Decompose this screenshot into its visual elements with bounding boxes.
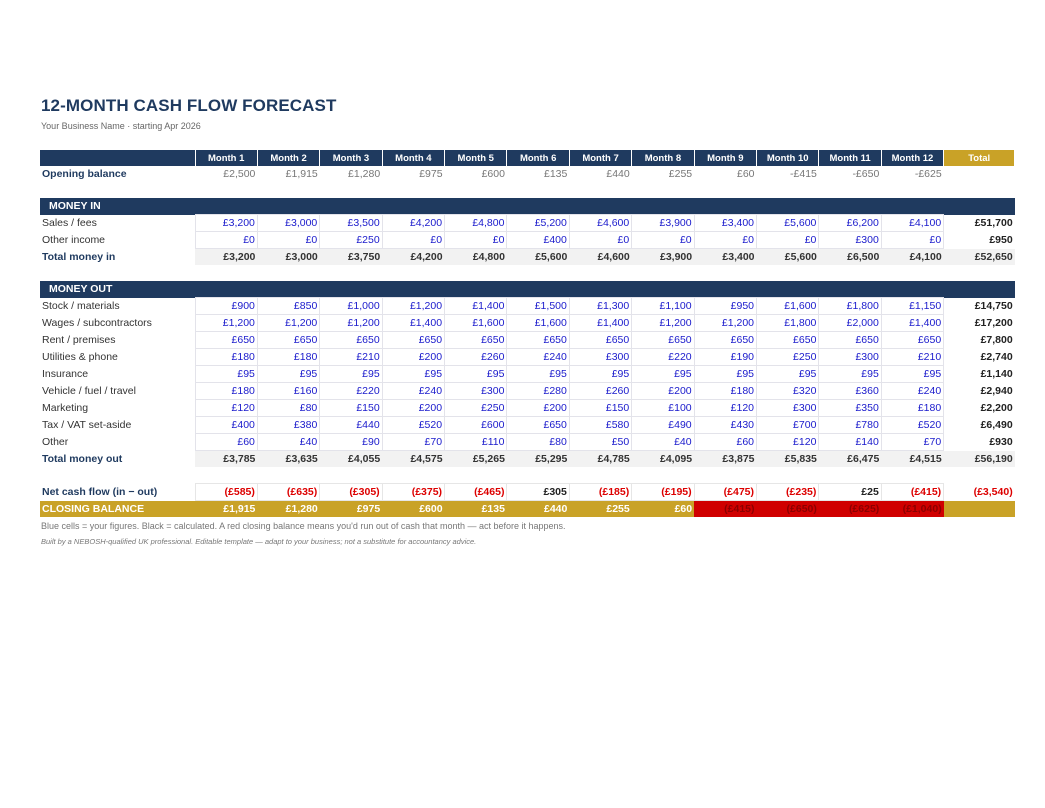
input-cell[interactable]: £200 (382, 349, 444, 366)
input-cell[interactable]: £3,500 (320, 215, 382, 232)
line-item-total: £7,800 (980, 334, 1013, 346)
opening-balance-cell: £1,280 (348, 168, 381, 180)
line-item-label: Tax / VAT set-aside (42, 419, 132, 431)
input-cell[interactable]: £40 (257, 434, 319, 451)
input-cell[interactable]: £260 (569, 383, 631, 400)
closing-balance-cell: £600 (382, 501, 444, 518)
input-cell[interactable]: £650 (507, 417, 569, 434)
input-cell[interactable]: £400 (195, 417, 257, 434)
total-cell: £4,095 (632, 451, 694, 468)
input-cell[interactable]: £0 (195, 232, 257, 249)
line-item-label: Utilities & phone (42, 351, 118, 363)
line-item-total: £14,750 (974, 300, 1013, 312)
total-cell: £5,295 (507, 451, 569, 468)
input-cell[interactable]: £180 (257, 349, 319, 366)
line-item-total: £17,200 (974, 317, 1013, 329)
input-cell[interactable]: £95 (507, 366, 569, 383)
header-month: Month 5 (445, 150, 507, 166)
total-cell: £5,600 (757, 249, 819, 266)
opening-balance-label: Opening balance (42, 168, 127, 180)
input-cell[interactable]: £180 (195, 349, 257, 366)
net-cash-flow-cell: (£475) (694, 484, 756, 501)
input-cell[interactable]: £650 (757, 332, 819, 349)
input-cell[interactable]: £90 (320, 434, 382, 451)
input-cell[interactable]: £200 (632, 383, 694, 400)
input-cell[interactable]: £4,600 (569, 215, 631, 232)
section-heading-fill (944, 198, 1015, 215)
opening-balance-cell: -£650 (852, 168, 880, 180)
input-cell[interactable]: £1,600 (507, 315, 569, 332)
input-cell[interactable]: £180 (881, 400, 943, 417)
input-cell[interactable]: £650 (569, 332, 631, 349)
input-cell[interactable]: £1,200 (382, 298, 444, 315)
line-item-row (40, 315, 1015, 332)
line-item-label: Vehicle / fuel / travel (42, 385, 136, 397)
line-item-total: £950 (989, 234, 1013, 246)
section-heading-fill (445, 198, 507, 215)
total-cell: £4,200 (382, 249, 444, 266)
input-cell[interactable]: £250 (757, 349, 819, 366)
line-item-label: Wages / subcontractors (42, 317, 152, 329)
total-cell: £3,400 (694, 249, 756, 266)
input-cell[interactable]: £120 (757, 434, 819, 451)
input-cell[interactable]: £1,200 (320, 315, 382, 332)
total-label: Total money in (40, 249, 195, 266)
total-cell: £4,785 (569, 451, 631, 468)
line-item-total: £2,740 (980, 351, 1013, 363)
section-heading-fill (382, 281, 444, 298)
input-cell[interactable]: £6,200 (819, 215, 881, 232)
input-cell[interactable]: £250 (320, 232, 382, 249)
input-cell[interactable]: £250 (445, 400, 507, 417)
input-cell[interactable]: £490 (632, 417, 694, 434)
line-item-total: £1,140 (980, 368, 1013, 380)
input-cell[interactable]: £0 (694, 232, 756, 249)
section-heading-fill (632, 281, 694, 298)
total-row-money-out (40, 451, 1015, 468)
closing-balance-cell: (£650) (757, 501, 819, 518)
input-cell[interactable]: £110 (445, 434, 507, 451)
input-cell[interactable]: £1,500 (507, 298, 569, 315)
input-cell[interactable]: £300 (569, 349, 631, 366)
section-heading-fill (320, 198, 382, 215)
input-cell[interactable]: £350 (819, 400, 881, 417)
total-cell: £3,200 (195, 249, 257, 266)
total-cell: £3,900 (632, 249, 694, 266)
closing-balance-cell: £135 (445, 501, 507, 518)
input-cell[interactable]: £180 (694, 383, 756, 400)
input-cell[interactable]: £3,900 (632, 215, 694, 232)
input-cell[interactable]: £1,200 (632, 315, 694, 332)
input-cell[interactable]: £95 (320, 366, 382, 383)
line-item-row (40, 434, 1015, 451)
header-month: Month 12 (881, 150, 943, 166)
net-cash-flow-row (40, 484, 1015, 501)
legend-note: Blue cells = your figures. Black = calculated. A red closing balance means you'd run out of cash that month — act before it happens. (41, 521, 566, 531)
cash-flow-table (40, 150, 1015, 517)
input-cell[interactable]: £4,800 (445, 215, 507, 232)
net-cash-flow-cell: (£375) (382, 484, 444, 501)
input-cell[interactable]: £1,800 (819, 298, 881, 315)
input-cell[interactable]: £100 (632, 400, 694, 417)
opening-balance-cell: £135 (543, 168, 568, 180)
line-item-row (40, 298, 1015, 315)
net-cash-flow-cell: (£305) (320, 484, 382, 501)
line-item-label: Insurance (42, 368, 89, 380)
closing-balance-cell: (£1,040) (881, 501, 943, 518)
input-cell[interactable]: £95 (757, 366, 819, 383)
net-cash-flow-total: (£3,540) (973, 486, 1013, 498)
opening-balance-cell: £255 (668, 168, 693, 180)
input-cell[interactable]: £120 (195, 400, 257, 417)
input-cell[interactable]: £1,150 (881, 298, 943, 315)
header-blank (40, 150, 195, 166)
input-cell[interactable]: £260 (445, 349, 507, 366)
section-heading-fill (694, 281, 756, 298)
net-cash-flow-cell: (£195) (632, 484, 694, 501)
page-title: 12-MONTH CASH FLOW FORECAST (41, 96, 337, 115)
input-cell[interactable]: £1,600 (445, 315, 507, 332)
input-cell[interactable]: £180 (195, 383, 257, 400)
input-cell[interactable]: £210 (320, 349, 382, 366)
input-cell[interactable]: £1,400 (382, 315, 444, 332)
section-heading: MONEY OUT (40, 281, 195, 298)
opening-balance-cell: -£415 (790, 168, 817, 180)
input-cell[interactable]: £1,400 (569, 315, 631, 332)
opening-balance-cell: £2,500 (223, 168, 256, 180)
input-cell[interactable]: £320 (757, 383, 819, 400)
input-cell[interactable]: £0 (257, 232, 319, 249)
opening-balance-cell: £60 (736, 168, 755, 180)
section-heading-fill (382, 198, 444, 215)
input-cell[interactable]: £70 (881, 434, 943, 451)
opening-balance-cell: £975 (419, 168, 443, 180)
line-item-label: Sales / fees (42, 217, 97, 229)
input-cell[interactable]: £650 (507, 332, 569, 349)
input-cell[interactable]: £95 (382, 366, 444, 383)
input-cell[interactable]: £0 (445, 232, 507, 249)
input-cell[interactable]: £380 (257, 417, 319, 434)
input-cell[interactable]: £40 (632, 434, 694, 451)
input-cell[interactable]: £580 (569, 417, 631, 434)
header-month: Month 4 (382, 150, 444, 166)
net-cash-flow-cell: £25 (819, 484, 881, 501)
total-cell: £6,500 (819, 249, 881, 266)
header-month: Month 2 (257, 150, 319, 166)
closing-balance-cell: £1,915 (195, 501, 257, 518)
input-cell[interactable]: £70 (382, 434, 444, 451)
section-header-money-in (40, 198, 1015, 215)
input-cell[interactable]: £900 (195, 298, 257, 315)
input-cell[interactable]: £430 (694, 417, 756, 434)
input-cell[interactable]: £650 (819, 332, 881, 349)
line-item-label: Stock / materials (42, 300, 120, 312)
input-cell[interactable]: £120 (694, 400, 756, 417)
closing-balance-label: CLOSING BALANCE (40, 501, 195, 518)
total-cell: £3,000 (257, 249, 319, 266)
line-item-label: Marketing (42, 402, 89, 414)
total-cell: £4,800 (445, 249, 507, 266)
total-cell: £6,475 (819, 451, 881, 468)
net-cash-flow-cell: (£465) (445, 484, 507, 501)
header-month: Month 6 (507, 150, 569, 166)
input-cell[interactable]: £3,000 (257, 215, 319, 232)
input-cell[interactable]: £150 (320, 400, 382, 417)
input-cell[interactable]: £950 (694, 298, 756, 315)
header-total: Total (944, 150, 1015, 166)
input-cell[interactable]: £850 (257, 298, 319, 315)
input-cell[interactable]: £650 (445, 332, 507, 349)
header-month: Month 10 (757, 150, 819, 166)
input-cell[interactable]: £50 (569, 434, 631, 451)
line-item-row (40, 349, 1015, 366)
input-cell[interactable]: £5,200 (507, 215, 569, 232)
section-heading-fill (881, 281, 943, 298)
net-cash-flow-cell: (£635) (257, 484, 319, 501)
input-cell[interactable]: £600 (445, 417, 507, 434)
input-cell[interactable]: £4,200 (382, 215, 444, 232)
total-cell: £3,750 (320, 249, 382, 266)
input-cell[interactable]: £95 (881, 366, 943, 383)
input-cell[interactable]: £300 (819, 232, 881, 249)
line-item-label: Other income (42, 234, 106, 246)
input-cell[interactable]: £240 (881, 383, 943, 400)
header-month: Month 11 (819, 150, 881, 166)
input-cell[interactable]: £1,400 (445, 298, 507, 315)
line-item-total: £51,700 (974, 217, 1013, 229)
opening-balance-cell: £600 (481, 168, 505, 180)
line-item-row (40, 383, 1015, 400)
closing-balance-row (40, 501, 1015, 518)
net-cash-flow-cell: (£415) (881, 484, 943, 501)
grand-total-cell: £56,190 (944, 451, 1015, 468)
input-cell[interactable]: £520 (881, 417, 943, 434)
header-month: Month 1 (195, 150, 257, 166)
total-cell: £4,515 (881, 451, 943, 468)
section-heading-fill (257, 198, 319, 215)
header-month: Month 8 (632, 150, 694, 166)
input-cell[interactable]: £240 (382, 383, 444, 400)
total-cell: £5,600 (507, 249, 569, 266)
input-cell[interactable]: £200 (382, 400, 444, 417)
line-item-label: Other (42, 436, 69, 448)
net-cash-flow-cell: (£185) (569, 484, 631, 501)
section-header-money-out (40, 281, 1015, 298)
section-heading-fill (569, 198, 631, 215)
section-heading-fill (445, 281, 507, 298)
net-cash-flow-label: Net cash flow (in − out) (42, 486, 158, 498)
total-cell: £3,875 (694, 451, 756, 468)
input-cell[interactable]: £140 (819, 434, 881, 451)
total-cell: £4,100 (881, 249, 943, 266)
opening-balance-cell: -£625 (914, 168, 942, 180)
page-subtitle: Your Business Name · starting Apr 2026 (41, 121, 201, 131)
closing-balance-cell: £975 (320, 501, 382, 518)
spacer-cell (40, 182, 1015, 198)
input-cell[interactable]: £1,200 (257, 315, 319, 332)
total-cell: £3,635 (257, 451, 319, 468)
line-item-total: £2,940 (980, 385, 1013, 397)
opening-balance-cell: £440 (606, 168, 630, 180)
closing-balance-cell: £1,280 (257, 501, 319, 518)
spacer-row (40, 467, 1015, 484)
input-cell[interactable]: £780 (819, 417, 881, 434)
net-cash-flow-cell: £305 (507, 484, 569, 501)
section-heading-fill (569, 281, 631, 298)
section-heading-fill (257, 281, 319, 298)
input-cell[interactable]: £60 (195, 434, 257, 451)
input-cell[interactable]: £440 (320, 417, 382, 434)
input-cell[interactable]: £190 (694, 349, 756, 366)
total-cell: £4,600 (569, 249, 631, 266)
closing-balance-cell: £60 (632, 501, 694, 518)
input-cell[interactable]: £95 (195, 366, 257, 383)
line-item-row (40, 332, 1015, 349)
opening-balance-cell: £1,915 (285, 168, 318, 180)
input-cell[interactable]: £280 (507, 383, 569, 400)
section-heading-fill (320, 281, 382, 298)
input-cell[interactable]: £80 (507, 434, 569, 451)
spacer-cell (40, 265, 1015, 281)
closing-balance-cell: (£415) (694, 501, 756, 518)
section-heading-fill (881, 198, 943, 215)
input-cell[interactable]: £650 (632, 332, 694, 349)
closing-balance-cell: £440 (507, 501, 569, 518)
total-cell: £3,785 (195, 451, 257, 468)
input-cell[interactable]: £300 (819, 349, 881, 366)
total-cell: £5,835 (757, 451, 819, 468)
input-cell[interactable]: £1,200 (195, 315, 257, 332)
input-cell[interactable]: £3,200 (195, 215, 257, 232)
spacer-cell (40, 467, 1015, 484)
opening-balance-row (40, 166, 1015, 182)
total-cell: £4,055 (320, 451, 382, 468)
section-heading: MONEY IN (40, 198, 195, 215)
total-row-money-in (40, 249, 1015, 266)
net-cash-flow-cell: (£585) (195, 484, 257, 501)
closing-balance-total (944, 501, 1015, 518)
input-cell[interactable]: £0 (569, 232, 631, 249)
input-cell[interactable]: £200 (507, 400, 569, 417)
input-cell[interactable]: £1,800 (757, 315, 819, 332)
input-cell[interactable]: £95 (632, 366, 694, 383)
opening-balance-total (944, 166, 1015, 182)
input-cell[interactable]: £1,400 (881, 315, 943, 332)
section-heading-fill (195, 281, 257, 298)
section-heading-fill (507, 281, 569, 298)
section-heading-fill (694, 198, 756, 215)
input-cell[interactable]: £0 (382, 232, 444, 249)
input-cell[interactable]: £1,600 (757, 298, 819, 315)
spacer-row (40, 265, 1015, 281)
input-cell[interactable]: £700 (757, 417, 819, 434)
line-item-total: £6,490 (980, 419, 1013, 431)
header-month: Month 3 (320, 150, 382, 166)
input-cell[interactable]: £1,100 (632, 298, 694, 315)
grand-total-cell: £52,650 (944, 249, 1015, 266)
line-item-row (40, 366, 1015, 383)
input-cell[interactable]: £650 (195, 332, 257, 349)
section-heading-fill (195, 198, 257, 215)
header-row (40, 150, 1015, 166)
input-cell[interactable]: £400 (507, 232, 569, 249)
section-heading-fill (819, 281, 881, 298)
input-cell[interactable]: £240 (507, 349, 569, 366)
section-heading-fill (632, 198, 694, 215)
line-item-row (40, 232, 1015, 249)
section-heading-fill (507, 198, 569, 215)
line-item-total: £930 (989, 436, 1013, 448)
input-cell[interactable]: £650 (881, 332, 943, 349)
input-cell[interactable]: £95 (819, 366, 881, 383)
input-cell[interactable]: £95 (569, 366, 631, 383)
input-cell[interactable]: £0 (881, 232, 943, 249)
input-cell[interactable]: £220 (320, 383, 382, 400)
disclaimer-note: Built by a NEBOSH-qualified UK professional. Editable template — adapt to your business; not a substitute for accountancy advice. (41, 537, 477, 546)
line-item-row (40, 400, 1015, 417)
total-label: Total money out (40, 451, 195, 468)
section-heading-fill (944, 281, 1015, 298)
spacer-row (40, 182, 1015, 198)
section-heading-fill (757, 281, 819, 298)
closing-balance-cell: (£625) (819, 501, 881, 518)
input-cell[interactable]: £1,000 (320, 298, 382, 315)
closing-balance-cell: £255 (569, 501, 631, 518)
input-cell[interactable]: £80 (257, 400, 319, 417)
input-cell[interactable]: £95 (257, 366, 319, 383)
input-cell[interactable]: £520 (382, 417, 444, 434)
input-cell[interactable]: £650 (694, 332, 756, 349)
input-cell[interactable]: £650 (382, 332, 444, 349)
line-item-row (40, 417, 1015, 434)
section-heading-fill (819, 198, 881, 215)
input-cell[interactable]: £300 (757, 400, 819, 417)
net-cash-flow-cell: (£235) (757, 484, 819, 501)
input-cell[interactable]: £60 (694, 434, 756, 451)
line-item-label: Rent / premises (42, 334, 116, 346)
input-cell[interactable]: £220 (632, 349, 694, 366)
input-cell[interactable]: £95 (694, 366, 756, 383)
total-cell: £4,575 (382, 451, 444, 468)
input-cell[interactable]: £1,300 (569, 298, 631, 315)
input-cell[interactable]: £1,200 (694, 315, 756, 332)
header-month: Month 9 (694, 150, 756, 166)
input-cell[interactable]: £5,600 (757, 215, 819, 232)
input-cell[interactable]: £0 (757, 232, 819, 249)
input-cell[interactable]: £300 (445, 383, 507, 400)
total-cell: £5,265 (445, 451, 507, 468)
input-cell[interactable]: £0 (632, 232, 694, 249)
input-cell[interactable]: £210 (881, 349, 943, 366)
line-item-total: £2,200 (980, 402, 1013, 414)
input-cell[interactable]: £150 (569, 400, 631, 417)
input-cell[interactable]: £160 (257, 383, 319, 400)
section-heading-fill (757, 198, 819, 215)
input-cell[interactable]: £650 (257, 332, 319, 349)
input-cell[interactable]: £3,400 (694, 215, 756, 232)
input-cell[interactable]: £360 (819, 383, 881, 400)
input-cell[interactable]: £2,000 (819, 315, 881, 332)
line-item-row (40, 215, 1015, 232)
input-cell[interactable]: £95 (445, 366, 507, 383)
header-month: Month 7 (569, 150, 631, 166)
input-cell[interactable]: £650 (320, 332, 382, 349)
input-cell[interactable]: £4,100 (881, 215, 943, 232)
